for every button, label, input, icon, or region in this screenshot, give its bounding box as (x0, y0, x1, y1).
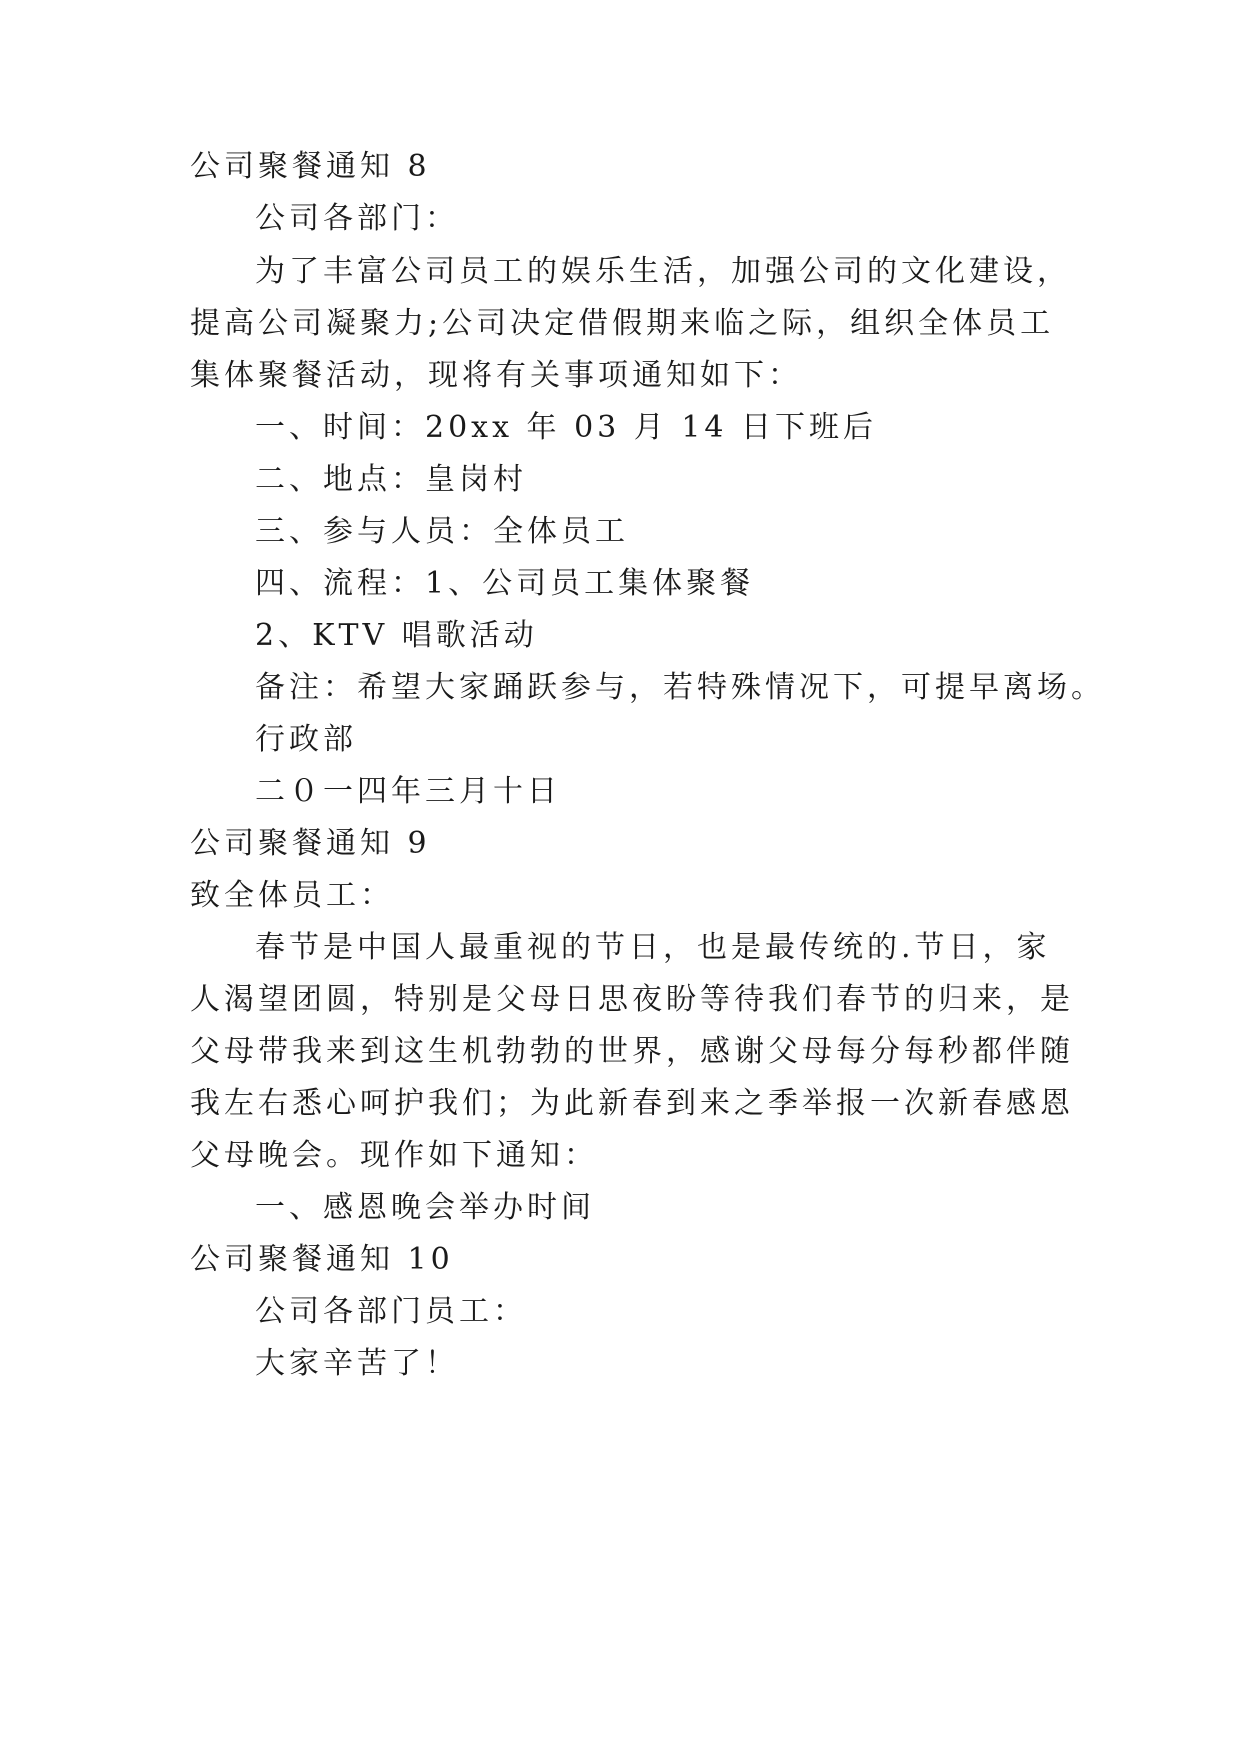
notice-8-item-participants: 三、参与人员：全体员工 (255, 514, 629, 549)
notice-9-body-line-2: 人渴望团圆，特别是父母日思夜盼等待我们春节的归来，是 (190, 982, 1074, 1017)
notice-9-body-line-5: 父母晚会。现作如下通知： (190, 1138, 598, 1173)
notice-8-department: 行政部 (255, 722, 357, 757)
notice-9-body-line-4: 我左右悉心呵护我们；为此新春到来之季举报一次新春感恩 (190, 1086, 1074, 1121)
notice-8-item-time: 一、时间：20xx 年 03 月 14 日下班后 (255, 410, 878, 445)
notice-9-body-line-1: 春节是中国人最重视的节日，也是最传统的.节日，家 (255, 930, 1051, 965)
notice-9-salutation: 致全体员工： (190, 878, 394, 913)
notice-8-item-location: 二、地点：皇岗村 (255, 462, 527, 497)
notice-8-title: 公司聚餐通知 8 (190, 149, 431, 184)
notice-8-item-process-2: 2、KTV 唱歌活动 (255, 618, 538, 653)
notice-8-remark: 备注：希望大家踊跃参与，若特殊情况下，可提早离场。 (255, 670, 1105, 705)
notice-8-body-line-2: 提高公司凝聚力;公司决定借假期来临之际，组织全体员工 (190, 306, 1055, 341)
notice-8-salutation: 公司各部门： (255, 201, 459, 236)
notice-10-salutation: 公司各部门员工： (255, 1294, 527, 1329)
notice-10-greeting: 大家辛苦了！ (255, 1346, 459, 1381)
notice-8-body-line-1: 为了丰富公司员工的娱乐生活，加强公司的文化建设， (255, 254, 1071, 289)
notice-8-date: 二０一四年三月十日 (255, 774, 561, 809)
notice-9-title: 公司聚餐通知 9 (190, 826, 431, 861)
notice-8-item-process: 四、流程：1、公司员工集体聚餐 (255, 566, 755, 601)
notice-10-title: 公司聚餐通知 10 (190, 1242, 454, 1277)
notice-8-body-line-3: 集体聚餐活动，现将有关事项通知如下： (190, 358, 802, 393)
notice-9-body-line-3: 父母带我来到这生机勃勃的世界，感谢父母每分每秒都伴随 (190, 1034, 1074, 1069)
notice-9-item-1: 一、感恩晚会举办时间 (255, 1190, 595, 1225)
